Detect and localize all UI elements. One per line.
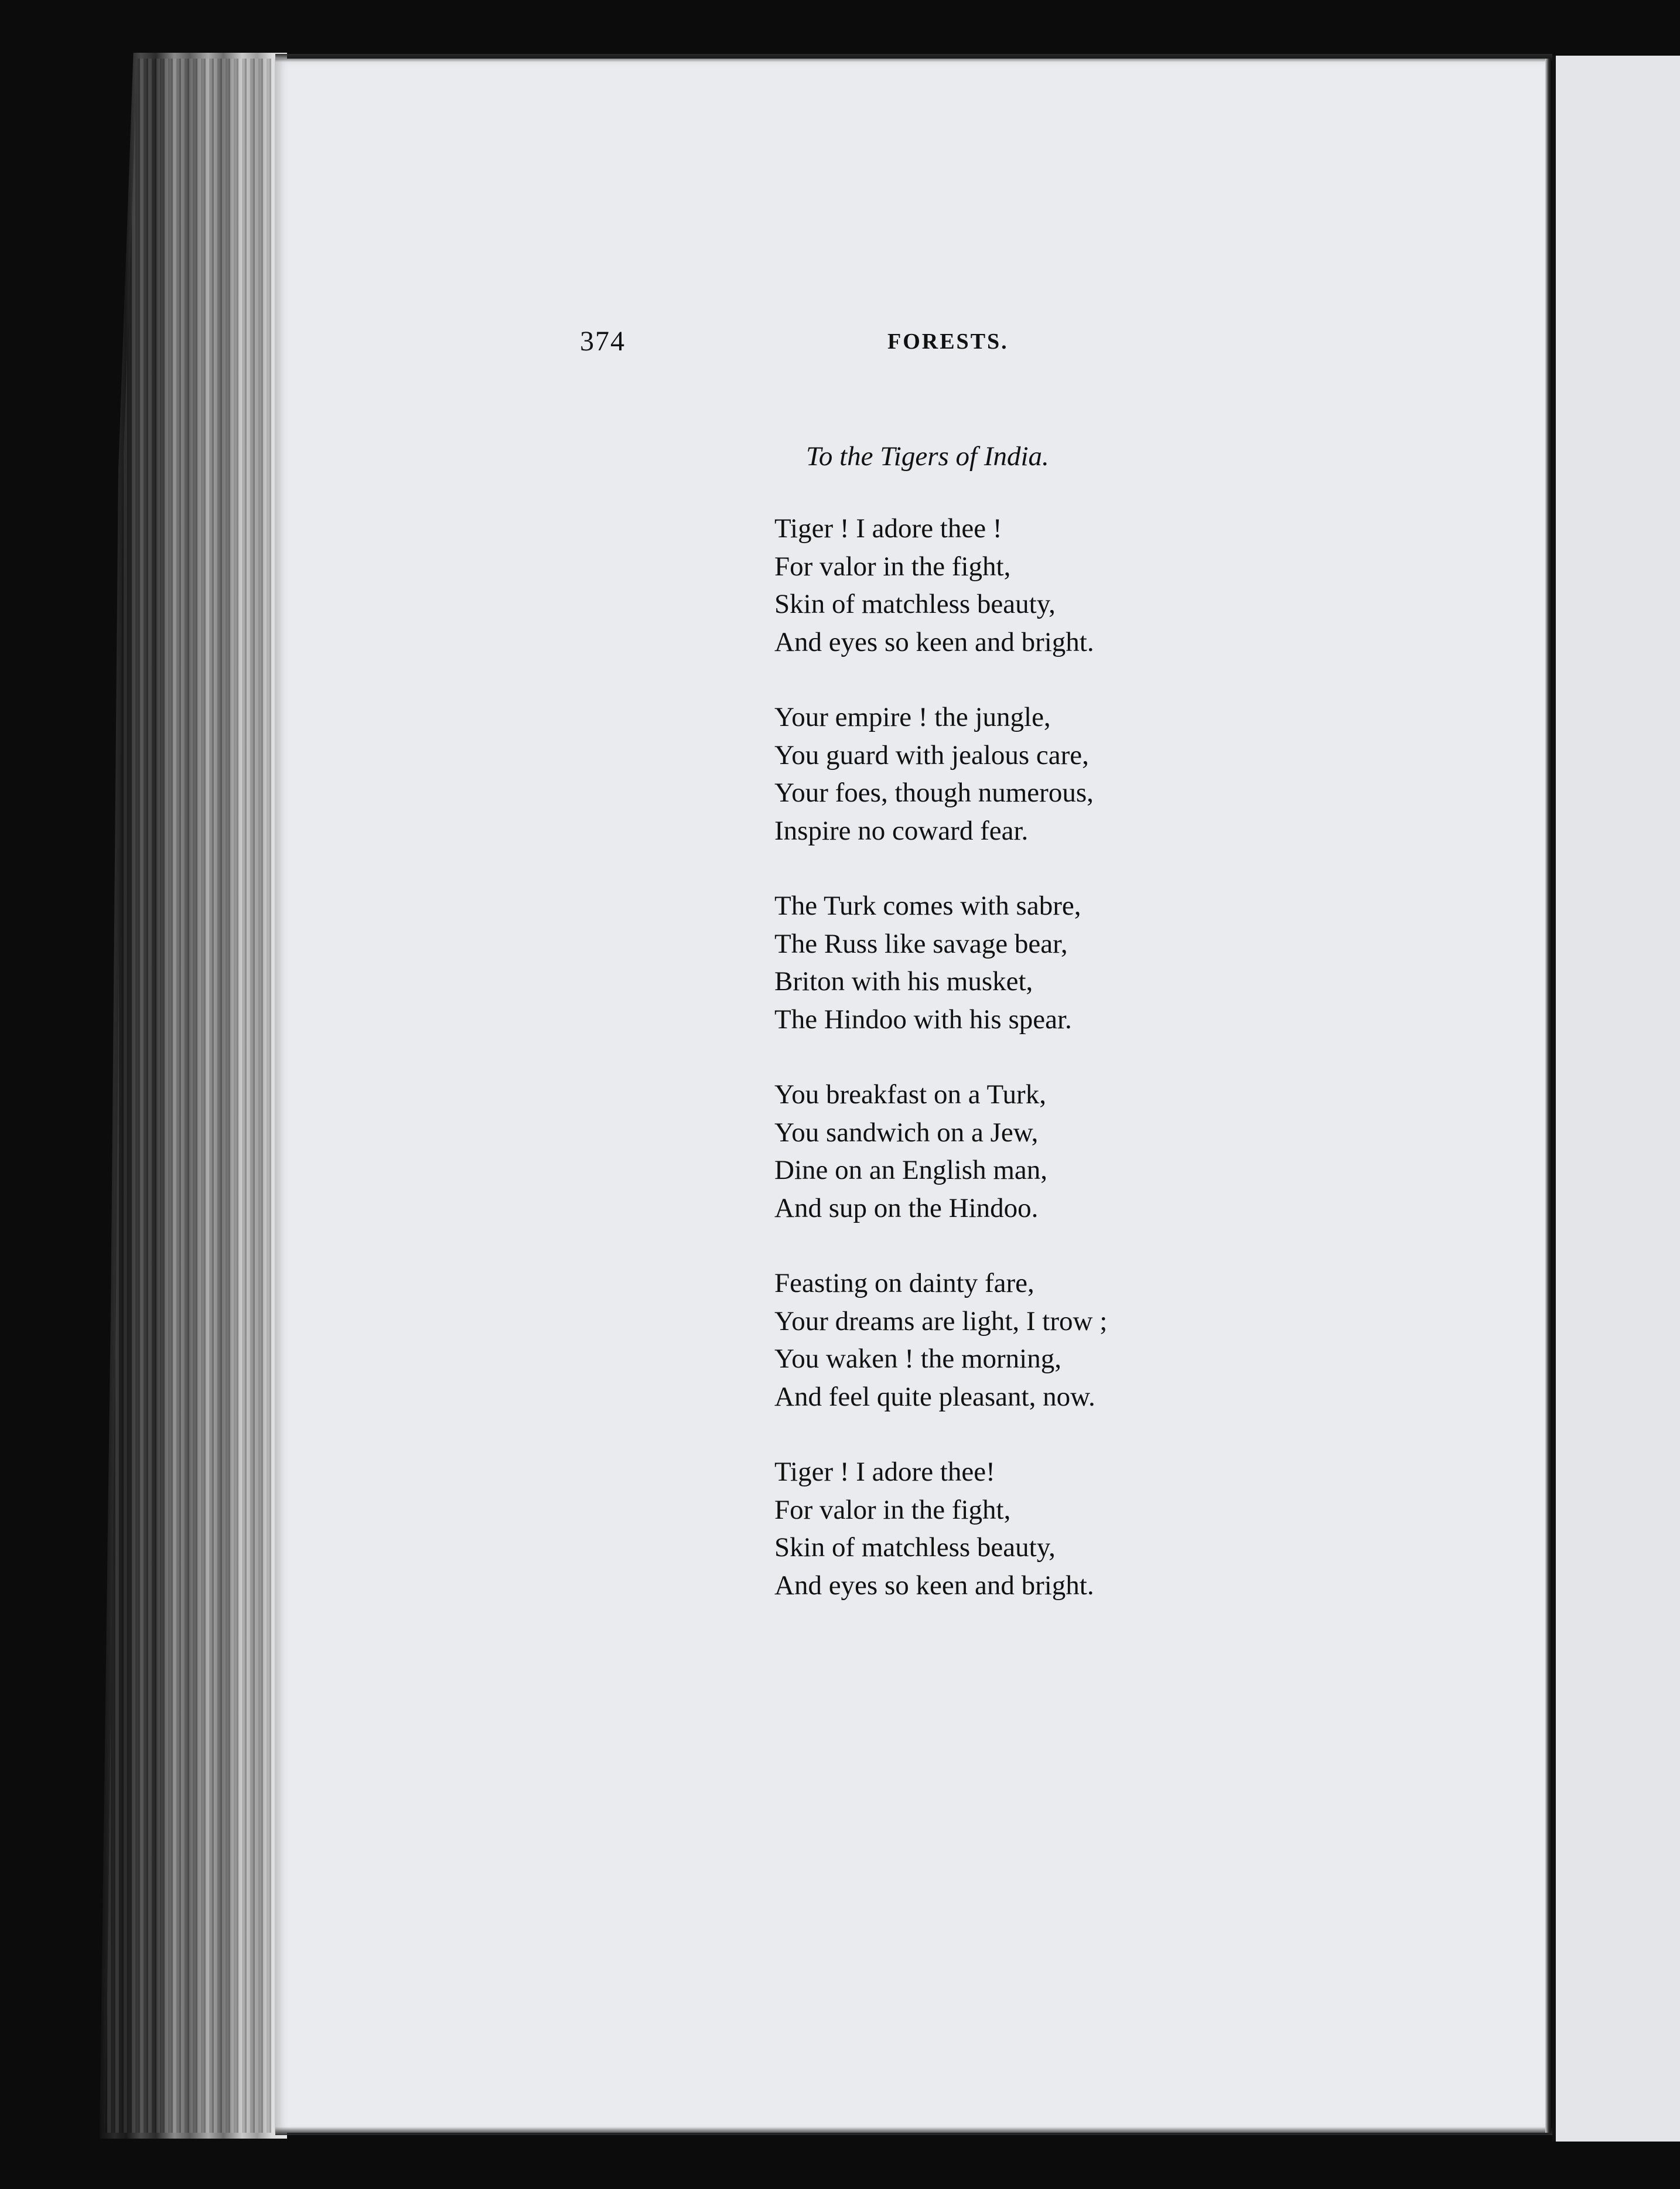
poem-line: Dine on an English man, <box>774 1155 1048 1185</box>
poem-line: Feasting on dainty fare, <box>774 1268 1034 1298</box>
running-head <box>580 325 1013 366</box>
gutter <box>1545 59 1551 2133</box>
page-block-texture <box>105 59 281 2133</box>
poem-body <box>774 510 1220 1642</box>
stanza <box>774 510 1220 661</box>
poem-title: To the Tigers of India. <box>806 441 1049 472</box>
poem-line: You guard with jealous care, <box>774 739 1089 770</box>
page-number: 374 <box>580 326 626 357</box>
facing-page-edge <box>1552 56 1680 2142</box>
poem-line: The Turk comes with sabre, <box>774 891 1081 921</box>
poem-line: Inspire no coward fear. <box>774 815 1029 846</box>
poem-line: For valor in the fight, <box>774 551 1011 582</box>
poem-line: Tiger ! I adore thee ! <box>774 513 1002 544</box>
poem-line: You breakfast on a Turk, <box>774 1079 1046 1110</box>
poem-line: You waken ! the morning, <box>774 1344 1061 1374</box>
poem-line: Skin of matchless beauty, <box>774 1532 1056 1563</box>
poem-line: And eyes so keen and bright. <box>774 1570 1094 1601</box>
stanza <box>774 698 1220 850</box>
stanza <box>774 887 1220 1038</box>
poem-line: Your empire ! the jungle, <box>774 702 1051 732</box>
poem-line: The Russ like savage bear, <box>774 928 1068 959</box>
poem-line: Your foes, though numerous, <box>774 778 1094 808</box>
running-title: FORESTS. <box>887 329 1009 354</box>
page-bottom-shadow <box>275 2127 1552 2135</box>
page-top-shadow <box>275 54 1552 62</box>
poem-line: And eyes so keen and bright. <box>774 626 1094 657</box>
poem-line: Skin of matchless beauty, <box>774 589 1056 619</box>
poem-line: Briton with his musket, <box>774 966 1033 997</box>
poem-line: And feel quite pleasant, now. <box>774 1381 1095 1412</box>
stanza <box>774 1076 1220 1227</box>
poem-line: And sup on the Hindoo. <box>774 1192 1039 1223</box>
poem-line: You sandwich on a Jew, <box>774 1117 1039 1148</box>
poem-line: Tiger ! I adore thee! <box>774 1457 995 1487</box>
poem-line: The Hindoo with his spear. <box>774 1004 1072 1035</box>
poem-line: For valor in the fight, <box>774 1494 1011 1525</box>
stanza <box>774 1264 1220 1416</box>
stanza <box>774 1453 1220 1604</box>
poem-line: Your dreams are light, I trow ; <box>774 1305 1108 1336</box>
